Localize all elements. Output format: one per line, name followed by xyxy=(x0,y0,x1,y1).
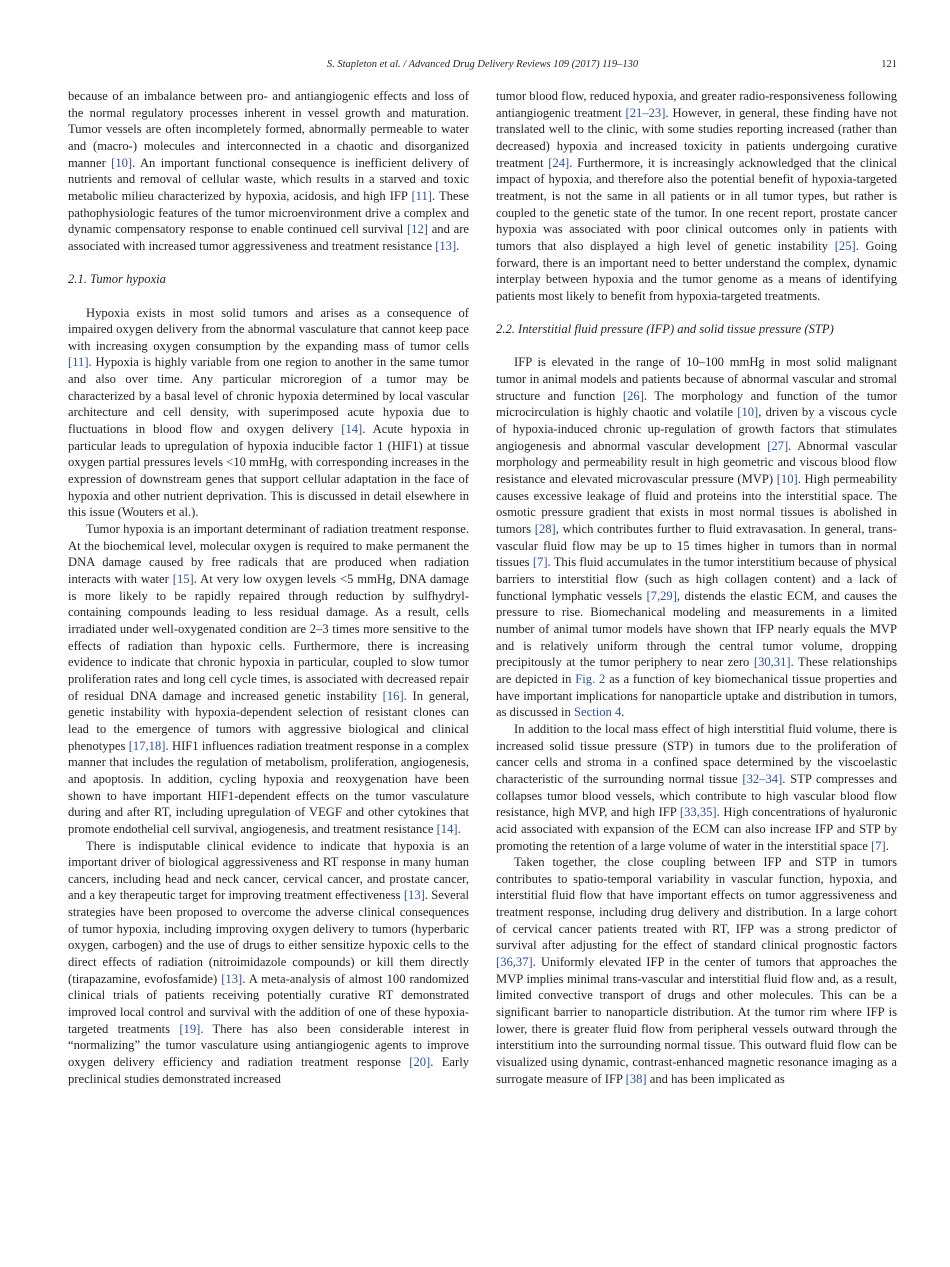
citation-link[interactable]: [19] xyxy=(179,1021,201,1036)
body-text: . xyxy=(456,238,460,253)
body-text: In addition to the local mass effect of high interstitial fluid volume, there is increased solid tissue pressure (STP) in tumors due to the proliferation of cancer cells and stroma in a confined space determined by the viscoelastic characteristic of the surrounding normal tissue xyxy=(496,721,897,786)
body-text: as a function of key biomechanical tissue properties and have important implications for nanoparticle uptake and distribution in tumors, as discussed in xyxy=(496,671,897,720)
citation-link[interactable]: [25] xyxy=(834,238,856,253)
citation-link[interactable]: [11] xyxy=(411,188,432,203)
body-text: . Early preclinical studies demonstrated increased xyxy=(68,1055,469,1086)
citation-link[interactable]: [38] xyxy=(625,1071,647,1086)
body-text: . Uniformly elevated IFP in the center of tumors that approaches the MVP implies minimal trans-vascular and interstitial fluid flow and, as a result, limited convective transport of drugs and other molecules. This can be a significant barrier to nanoparticle distribution. At the tumor rim where IFP is lower, there is greater fluid flow from peripheral vessels outward through the interstitium into the surrounding normal tissue. This outward fluid flow can be visualized using dynamic, contrast-enhanced magnetic resonance imaging as a surrogate measure of IFP xyxy=(496,955,897,1086)
section-heading-2-2: 2.2. Interstitial fluid pressure (IFP) and solid tissue pressure (STP) xyxy=(496,322,834,337)
body-text: . Furthermore, it is increasingly acknowledged that the clinical impact of hypoxia, and therefore also the potential benefit of hypoxia-targeted treatment, is not the same in all patients or in all tumor types, but rather is coupled to the genetic state of the tumor. In one recent report, prostate cancer hypoxia was associated with poor clinical outcomes only in patients with tumors that also displayed a high level of genetic instability xyxy=(496,155,898,253)
running-header xyxy=(68,58,897,72)
body-text: . In general, genetic instability with hypoxia-dependent selection of resistant clones can lead to the emergence of tumors with aggressive biological and clinical phenotypes xyxy=(68,688,470,753)
paragraph xyxy=(496,88,897,305)
body-text: . A meta-analysis of almost 100 randomized clinical trials of patients receiving potentially curative RT demonstrated improved local control and survival with the addition of one of these hypoxia-targeted treatments xyxy=(68,971,469,1036)
citation-link[interactable]: [30,31] xyxy=(753,655,791,670)
body-text: . STP compresses and collapses tumor blood vessels, which contribute to high vascular blood flow resistance, high MVP, and high IFP xyxy=(496,771,897,820)
body-text: Hypoxia exists in most solid tumors and arises as a consequence of impaired oxygen delivery from the abnormal vasculature that cannot keep pace with increasing oxygen consumption by the expanding mass of tumor cells xyxy=(68,305,469,353)
running-head: S. Stapleton et al. / Advanced Drug Delivery Reviews 109 (2017) 119–130 xyxy=(326,59,639,70)
citation-link[interactable]: [13] xyxy=(403,888,425,903)
citation-link[interactable]: [36,37] xyxy=(496,955,533,970)
citation-link[interactable]: [11] xyxy=(68,355,89,370)
body-text: . These pathophysiologic features of the tumor microenvironment drive a complex and dynamic compensatory response to enable continued cell survival xyxy=(68,188,470,237)
body-text: . There has also been considerable interest in “normalizing” the tumor vasculature using antiangiogenic agents to improve oxygen delivery efficiency and radiation treatment response xyxy=(68,1021,469,1070)
citation-link[interactable]: [7] xyxy=(871,838,886,853)
body-text: and are associated with increased tumor aggressiveness and treatment resistance xyxy=(68,222,469,253)
paragraph xyxy=(68,88,469,255)
citation-link[interactable]: [26] xyxy=(622,388,644,403)
paragraph xyxy=(496,721,897,854)
body-text: tumor blood flow, reduced hypoxia, and greater radio-responsiveness following antiangiogenic treatment xyxy=(496,89,897,120)
body-text: . These relationships are depicted in xyxy=(496,655,897,686)
body-text: . Going forward, there is an important need to better understand the complex, dynamic interplay between hypoxia and the tumor genome as a means of identifying patients most likely to benefit from hypoxia-targeted treatments. xyxy=(496,238,897,303)
body-text: , distends the elastic ECM, and causes the pressure to rise. Biomechanical modeling and measurements in a limited number of animal tumor models have shown that IFP nearly equals the MVP and is relatively uniform through the central tumor volume, dropping precipitously at the tumor periphery to near zero xyxy=(496,588,897,670)
body-text: . At very low oxygen levels <5 mmHg, DNA damage is more likely to be rapidly repaired through reduction by sulfhydryl-containing compounds leading to less residual damage. As a result, cells irradiated under well-oxygenated condition are 2–3 times more sensitive to the effects of radiation than hypoxic cells. Furthermore, there is increasing evidence to indicate that chronic hypoxia in particular, coupled to slow tumor proliferation rates and long cell cycle times, is associated with decreased repair of residual DNA damage and increased genetic instability xyxy=(68,572,469,703)
paragraph xyxy=(496,354,897,720)
citation-link[interactable]: [27] xyxy=(767,438,789,453)
section-heading-2-1: 2.1. Tumor hypoxia xyxy=(68,272,166,287)
citation-link[interactable]: [13] xyxy=(435,238,457,253)
body-text: . HIF1 influences radiation treatment response in a complex manner that includes the regulation of metabolism, proliferation, angiogenesis, and apoptosis. In addition, cycling hypoxia and reoxygenation have been shown to have important HIF1-dependent effects on the tumor vasculature during and after RT, including upregulation of VEGF and other cytokines that promote endothelial cell survival, angiogenesis, and treatment resistance xyxy=(68,738,469,836)
citation-link[interactable]: Fig. 2 xyxy=(575,671,606,686)
body-text: . Hypoxia is highly variable from one region to another in the same tumor and also over time. Any particular microregion of a tumor may be characterized by a basal level of chronic hypoxia determined by local vascular architecture and cell density, with superimposed acute hypoxia due to fluctuations in blood flow and oxygen delivery xyxy=(68,355,469,437)
left-column xyxy=(68,88,469,1087)
citation-link[interactable]: [12] xyxy=(406,222,428,237)
body-text: There is indisputable clinical evidence to indicate that hypoxia is an important driver of biological aggressiveness and RT response in many human cancers, including head and neck cancer, cervical cancer, and prostate cancer, and a key therapeutic target for improving treatment effectiveness xyxy=(68,838,469,903)
citation-link[interactable]: [10] xyxy=(737,405,759,420)
citation-link[interactable]: [10] xyxy=(776,472,798,487)
paragraph xyxy=(496,854,897,1087)
body-text: and has been implicated as xyxy=(646,1071,785,1086)
body-text: . This fluid accumulates in the tumor interstitium because of physical barriers to interstitial flow (such as high collagen content) and a lack of functional lymphatic vessels xyxy=(496,555,897,603)
citation-link[interactable]: [17,18] xyxy=(128,738,166,753)
body-text: Taken together, the close coupling between IFP and STP in tumors contributes to spatio-temporal variability in vascular function, hypoxia, and interstitial fluid flow that have important effects on tumor aggressiveness and treatment response, including drug delivery and distribution. In a large cohort of cervical cancer patients treated with RT, IFP was a strong predictor of survival after adjusting for the effect of standard clinical prognostic factors xyxy=(496,855,897,953)
body-text: . The morphology and function of the tumor microcirculation is highly chaotic and volatile xyxy=(496,388,897,420)
citation-link[interactable]: Section 4 xyxy=(574,705,622,720)
body-text: IFP is elevated in the range of 10–100 mmHg in most solid malignant tumor in animal models and patients because of abnormal vascular and stromal structure and function xyxy=(496,355,897,403)
citation-link[interactable]: [15] xyxy=(172,572,194,586)
citation-link[interactable]: [16] xyxy=(382,688,404,703)
paragraph xyxy=(68,838,469,1088)
body-text: , which contributes further to fluid extravasation. In general, trans-vascular fluid flow may be up to 15 times higher in tumors than in normal tissues xyxy=(496,522,897,570)
citation-link[interactable]: [28] xyxy=(534,522,556,537)
body-text: . An important functional consequence is inefficient delivery of nutrients and removal of cellular waste, which results in a starved and toxic metabolic milieu characterized by hypoxia, acidosis, and high IFP xyxy=(68,155,469,203)
body-text: . However, in general, these finding have not translated well to the clinic, with some studies reporting increased (rather than decreased) hypoxia and increased toxicity in patients undergoing curative treatment xyxy=(496,105,897,170)
page-number: 121 xyxy=(881,59,897,70)
citation-link[interactable]: [14] xyxy=(341,422,363,437)
body-text: . Abnormal vascular morphology and permeability result in high geometric and viscous blood flow resistance and elevated microvascular pressure (MVP) xyxy=(496,438,897,487)
citation-link[interactable]: [20] xyxy=(409,1055,431,1070)
citation-link[interactable]: [32–34] xyxy=(742,771,783,786)
body-text: . xyxy=(621,705,625,720)
citation-link[interactable]: [21–23] xyxy=(625,105,666,120)
citation-link[interactable]: [14] xyxy=(436,821,458,836)
body-text: . High concentrations of hyaluronic acid associated with expansion of the ECM can also increase IFP and STP by promoting the retention of a large volume of water in the interstitial space xyxy=(496,805,897,853)
paragraph xyxy=(68,305,469,522)
citation-link[interactable]: [13] xyxy=(221,971,243,986)
citation-link[interactable]: [7,29] xyxy=(646,588,677,603)
body-text: because of an imbalance between pro- and antiangiogenic effects and loss of the normal regulatory processes inherent in vessel growth and maturation. Tumor vessels are often incompletely formed, abnormally permeable to water and (macro-) molecules and interconnected in a chaotic and disorganized manner xyxy=(68,89,469,170)
body-text: Tumor hypoxia is an important determinant of radiation treatment response. At the biochemical level, molecular oxygen is required to make permanent the DNA damage caused by free radicals that are produced when radiation interacts with water xyxy=(68,522,469,586)
body-text: . Acute hypoxia in particular leads to upregulation of hypoxia inducible factor 1 (HIF1) at tissue oxygen partial pressures levels <10 mmHg, with corresponding increases in the expression of downstream genes that support cellular adaptation in the face of hypoxia and other nutrient deprivation. This is discussed in detail elsewhere in this issue (Wouters et al.). xyxy=(68,422,469,520)
citation-link[interactable]: [7] xyxy=(532,555,548,570)
body-text: . xyxy=(457,821,461,836)
body-text: . High permeability causes excessive leakage of fluid and proteins into the interstitial space. The osmotic pressure gradient that exists in most normal tissues is abolished in tumors xyxy=(496,472,898,537)
citation-link[interactable]: [33,35] xyxy=(679,805,717,820)
citation-link[interactable]: [24] xyxy=(548,155,570,170)
paragraph xyxy=(68,521,469,837)
right-column xyxy=(496,88,897,1087)
body-text: . xyxy=(885,838,889,853)
citation-link[interactable]: [10] xyxy=(111,155,133,170)
body-text: , driven by a viscous cycle of hypoxia-induced chronic up-regulation of growth factors that stimulates angiogenesis and abnormal vascular development xyxy=(496,405,898,453)
body-text: . Several strategies have been proposed to overcome the adverse clinical consequences of tumor hypoxia, including improving oxygen delivery to tumors (hyperbaric oxygen, carbogen) and the use of drugs to either sensitize hypoxic cells to the direct effects of radiation (nitroimidazole compounds) or kill them directly (tirapazamine, evofosfamide) xyxy=(68,888,469,986)
